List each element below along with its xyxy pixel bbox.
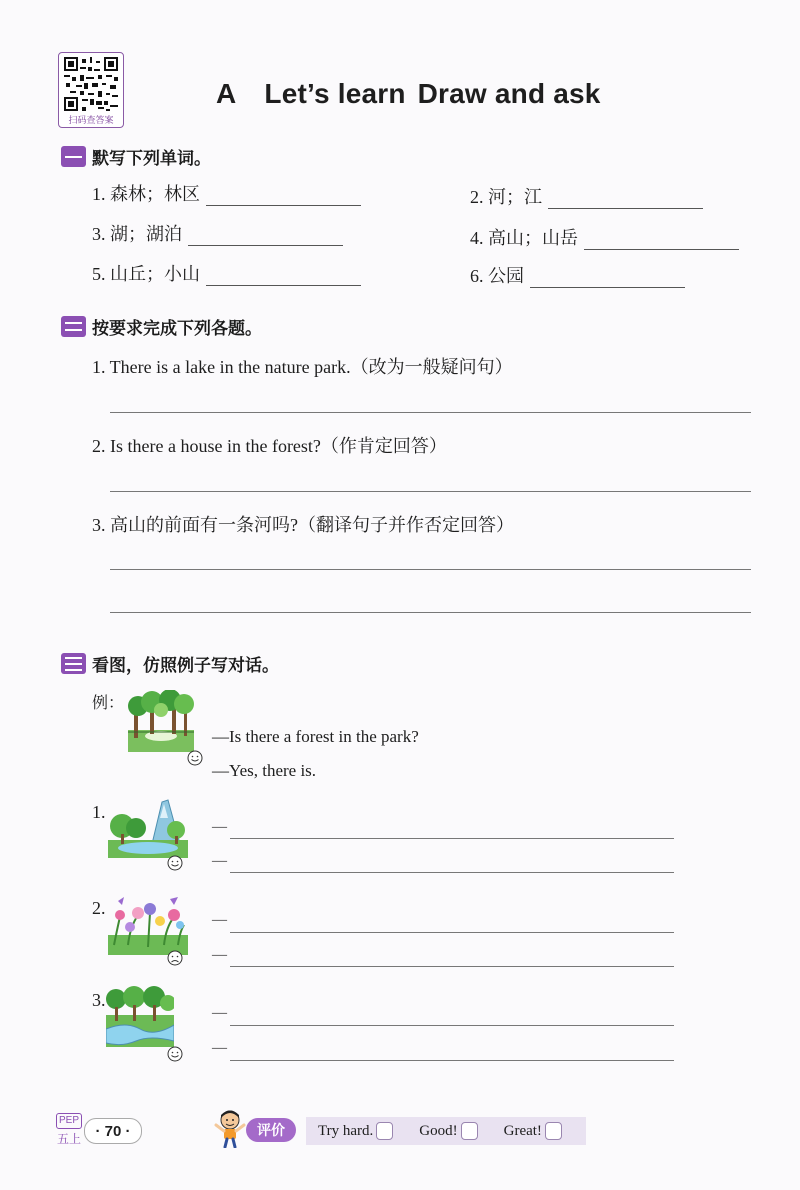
- dialogue-1-dash-b: —: [212, 853, 227, 869]
- rating-good-checkbox[interactable]: [461, 1122, 478, 1140]
- example-label: 例：: [92, 693, 125, 712]
- section-2-heading: 按要求完成下列各题。: [92, 318, 262, 339]
- answer-line-1[interactable]: [110, 412, 751, 413]
- word-item-6-label: 6. 公园: [470, 266, 524, 286]
- section-3-heading: 看图，仿照例子写对话。: [92, 655, 279, 676]
- rating-great-checkbox[interactable]: [545, 1122, 562, 1140]
- page-number: · 70 ·: [84, 1118, 142, 1144]
- word-item-5-label: 5. 山丘；小山: [92, 264, 200, 284]
- rating-great[interactable]: [504, 1122, 562, 1140]
- rating-great-label: Great!: [503, 1122, 542, 1139]
- word-item-3: [92, 220, 343, 246]
- word-item-5: [92, 260, 361, 286]
- section-2-header: [61, 313, 262, 339]
- dialogue-3-line-a[interactable]: [230, 1025, 674, 1026]
- series-badge: PEP: [56, 1113, 82, 1129]
- word-item-2-blank[interactable]: [548, 190, 703, 209]
- qr-caption: 扫码查答案: [68, 116, 114, 126]
- word-item-1-blank[interactable]: [206, 187, 361, 206]
- example-question: —Is there a forest in the park?: [212, 727, 419, 746]
- dialogue-2-dash-b: —: [212, 947, 227, 963]
- section-3-header: [61, 650, 279, 676]
- example-answer: —Yes, there is.: [212, 761, 317, 780]
- qr-code[interactable]: [58, 52, 124, 128]
- section-2-badge: [61, 316, 86, 337]
- frown-face-icon: [167, 950, 183, 966]
- dialogue-2-line-b[interactable]: [230, 966, 674, 967]
- picture-item-3-number: 3.: [92, 990, 106, 1010]
- answer-line-3a[interactable]: [110, 569, 751, 570]
- question-3: 3. 高山的前面有一条河吗?（翻译句子并作否定回答）: [92, 515, 514, 535]
- dialogue-1-dash-a: —: [212, 819, 227, 835]
- flowers-picture-icon: [108, 895, 188, 955]
- word-item-6: [470, 262, 685, 288]
- word-item-4: [470, 224, 739, 250]
- word-item-5-blank[interactable]: [206, 267, 361, 286]
- lake-trees-mountain-picture-icon: [108, 798, 188, 858]
- grade-label: 五上: [56, 1132, 81, 1146]
- smile-face-icon: [187, 750, 203, 766]
- word-item-1: [92, 180, 361, 206]
- rating-try-hard[interactable]: [318, 1122, 393, 1140]
- title-activity: Draw and ask: [417, 78, 601, 109]
- page-title: [216, 78, 601, 110]
- word-item-3-blank[interactable]: [188, 227, 343, 246]
- section-1-heading: 默写下列单词。: [92, 148, 211, 169]
- picture-item-2-number: 2.: [92, 898, 106, 918]
- evaluation-badge: 评价: [246, 1118, 296, 1142]
- dialogue-3-dash-a: —: [212, 1005, 227, 1021]
- title-part: A: [216, 78, 237, 109]
- section-1-badge: [61, 146, 86, 167]
- dialogue-3-dash-b: —: [212, 1040, 227, 1056]
- rating-try-hard-checkbox[interactable]: [376, 1122, 393, 1140]
- dialogue-3-line-b[interactable]: [230, 1060, 674, 1061]
- smile-face-icon: [167, 1046, 183, 1062]
- word-item-4-label: 4. 高山；山岳: [470, 228, 578, 248]
- word-item-1-label: 1. 森林；林区: [92, 184, 200, 204]
- evaluation-bar: [306, 1117, 586, 1145]
- forest-picture-icon: [128, 690, 194, 752]
- qr-code-icon: [64, 57, 118, 111]
- dialogue-1-line-a[interactable]: [230, 838, 674, 839]
- cartoon-boy-icon: [212, 1108, 248, 1148]
- trees-river-picture-icon: [106, 985, 174, 1047]
- word-item-2-label: 2. 河；江: [470, 187, 542, 207]
- rating-try-hard-label: Try hard.: [318, 1122, 374, 1139]
- title-lesson: Let’s learn: [264, 78, 406, 109]
- rating-good-label: Good!: [419, 1122, 458, 1139]
- answer-line-3b[interactable]: [110, 612, 751, 613]
- dialogue-2-line-a[interactable]: [230, 932, 674, 933]
- word-item-3-label: 3. 湖；湖泊: [92, 224, 182, 244]
- question-2: 2. Is there a house in the forest?（作肯定回答）: [92, 436, 447, 456]
- section-3-badge: [61, 653, 86, 674]
- word-item-4-blank[interactable]: [584, 231, 739, 250]
- picture-item-1-number: 1.: [92, 802, 106, 822]
- section-1-header: [61, 143, 211, 169]
- word-item-2: [470, 183, 703, 209]
- word-item-6-blank[interactable]: [530, 269, 685, 288]
- dialogue-1-line-b[interactable]: [230, 872, 674, 873]
- answer-line-2[interactable]: [110, 491, 751, 492]
- rating-good[interactable]: [419, 1122, 477, 1140]
- dialogue-2-dash-a: —: [212, 912, 227, 928]
- smile-face-icon: [167, 855, 183, 871]
- question-1: 1. There is a lake in the nature park.（改为一般疑问句）: [92, 357, 513, 377]
